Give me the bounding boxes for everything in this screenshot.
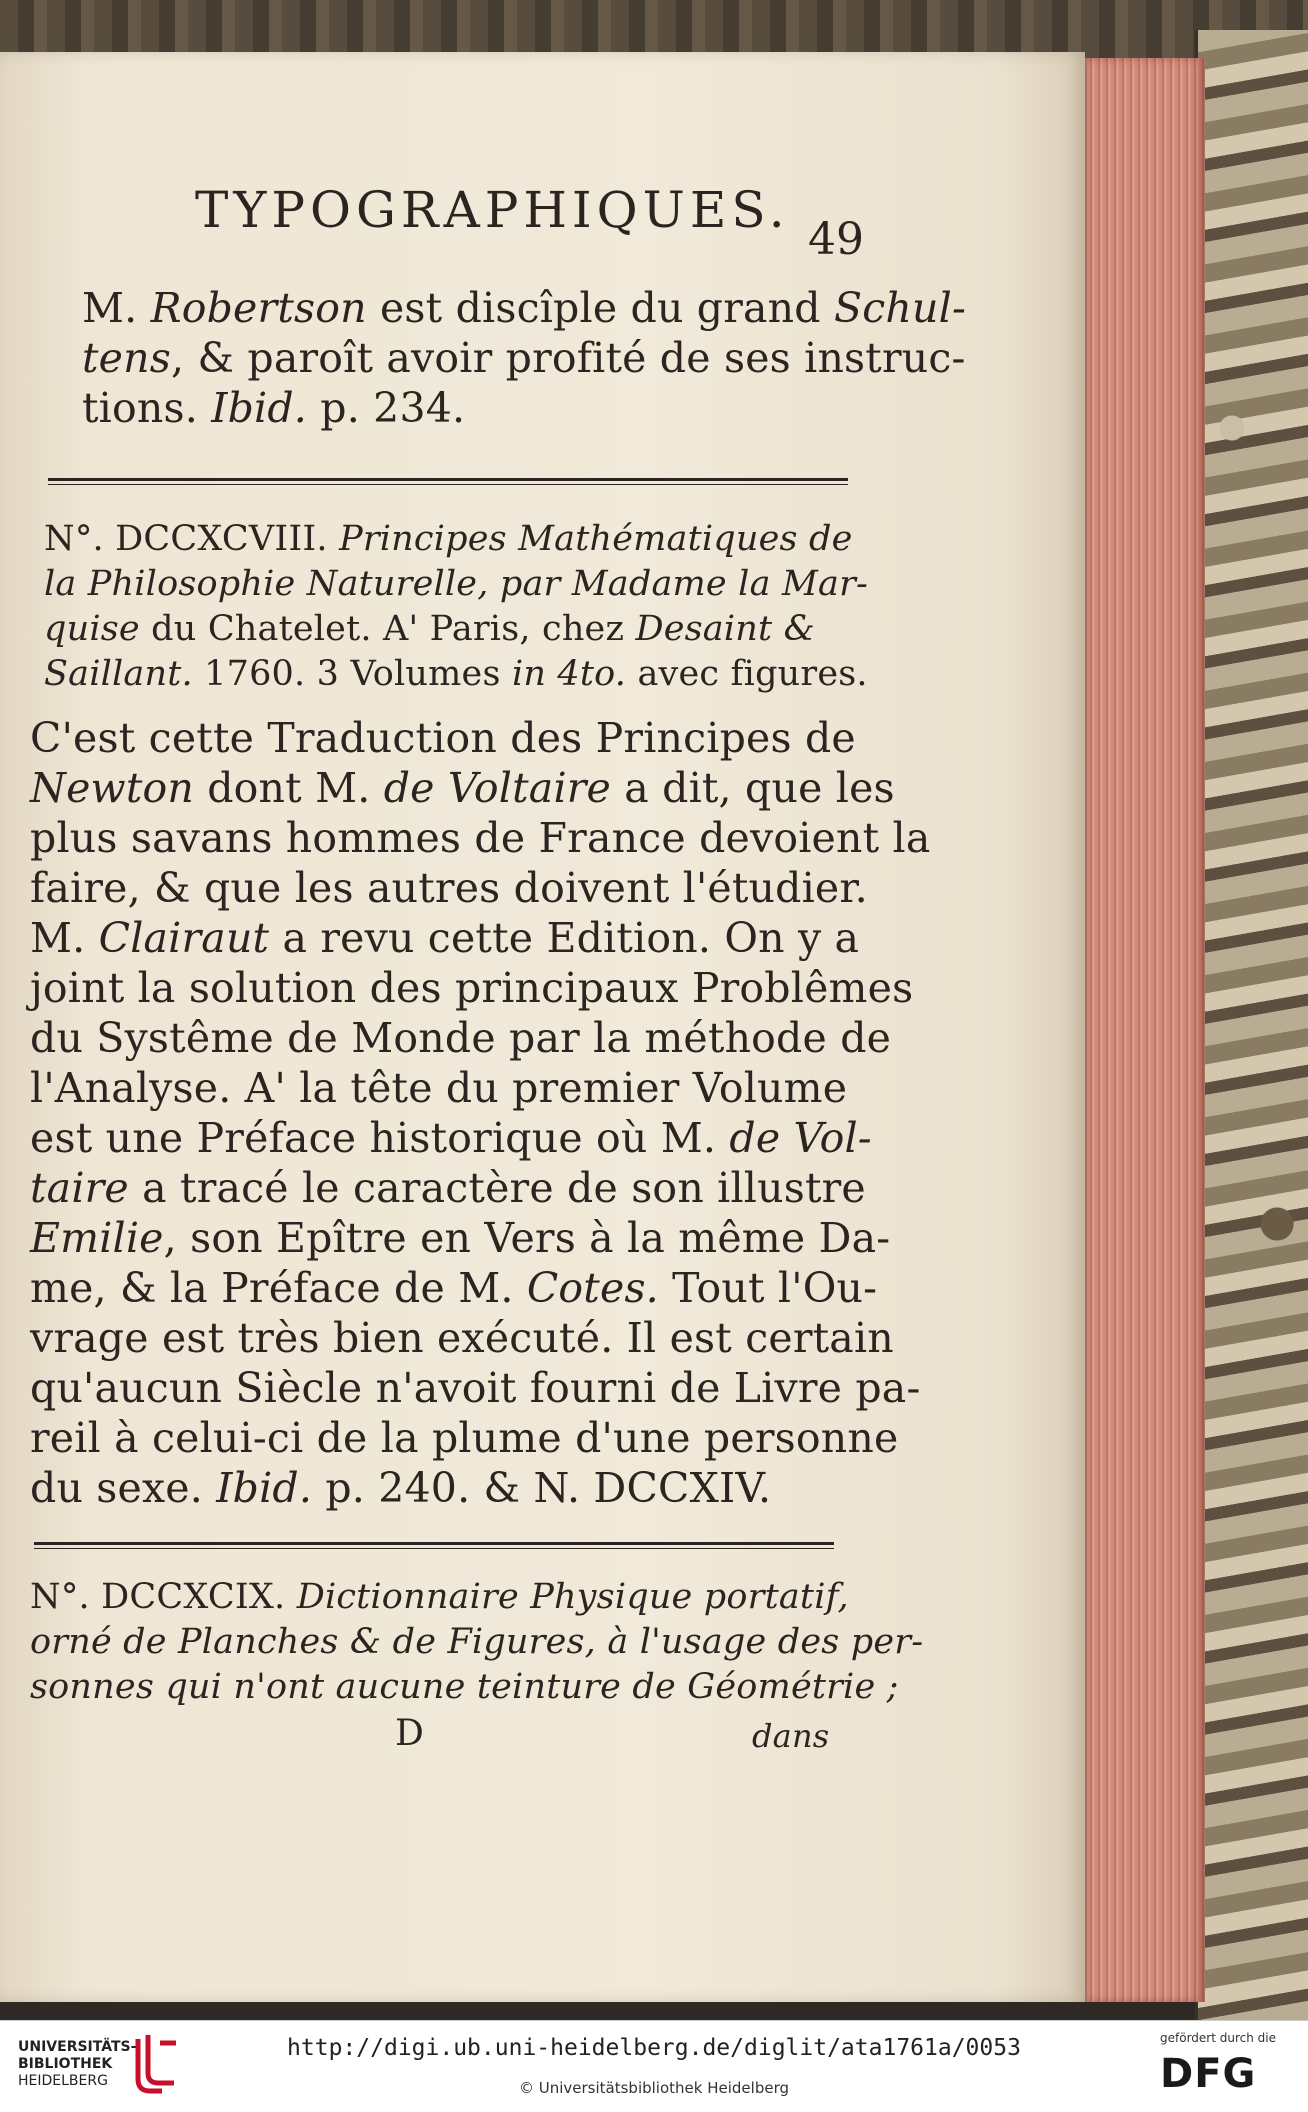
- roman-run: est discîple du grand: [366, 284, 834, 332]
- text-line: [30, 1064, 848, 1112]
- italic-run: Ibid.: [216, 1464, 313, 1512]
- roman-run: me, & la Préface de M.: [30, 1264, 527, 1312]
- roman-run: , son Epître en Vers à la même Da-: [163, 1214, 891, 1262]
- text-line: [82, 384, 466, 432]
- roman-run: a dit, que les: [611, 764, 895, 812]
- italic-run: sonnes qui n'ont aucune teinture de Géométrie ;: [30, 1667, 899, 1707]
- text-line: [30, 1314, 894, 1362]
- text-line: [30, 1114, 872, 1162]
- roman-run: l'Analyse. A' la tête du premier Volume: [30, 1064, 848, 1112]
- italic-run: la Philosophie Naturelle, par Madame la Mar-: [44, 564, 869, 604]
- page-fore-edge: [1085, 58, 1205, 2002]
- section-rule: [48, 478, 848, 481]
- roman-run: , & paroît avoir profité de ses instruc-: [171, 334, 966, 382]
- text-line: [30, 764, 895, 812]
- roman-run: joint la solution des principaux Problêmes: [30, 964, 914, 1012]
- roman-run: plus savans hommes de France devoient la: [30, 814, 931, 862]
- italic-run: Saillant.: [44, 654, 193, 694]
- text-line: [30, 714, 856, 762]
- italic-run: de Vol-: [729, 1114, 872, 1162]
- italic-run: Cotes.: [526, 1264, 659, 1312]
- italic-run: in 4to.: [511, 654, 627, 694]
- roman-run: M.: [82, 284, 151, 332]
- text-line: [30, 1364, 921, 1412]
- text-line: [30, 1577, 849, 1617]
- italic-run: tens: [82, 334, 171, 382]
- catchword: dans: [752, 1717, 830, 1755]
- library-line-3: HEIDELBERG: [18, 2073, 108, 2089]
- roman-run: est une Préface historique où M.: [30, 1114, 730, 1162]
- text-line: [30, 1164, 866, 1212]
- roman-run: vrage est très bien exécuté. Il est certain: [30, 1314, 894, 1362]
- copyright-notice: © Universitätsbibliothek Heidelberg: [518, 2079, 789, 2097]
- roman-run: du Chatelet. A' Paris, chez: [139, 609, 636, 649]
- roman-run: C'est cette Traduction des Principes de: [30, 714, 856, 762]
- roman-run: tions.: [82, 384, 212, 432]
- italic-run: Robertson: [150, 284, 367, 332]
- text-line: [30, 814, 931, 862]
- italic-run: Emilie: [30, 1214, 164, 1262]
- viewer-footer: [0, 2020, 1308, 2112]
- text-line: [44, 609, 815, 649]
- italic-run: quise: [44, 609, 140, 649]
- text-line: [30, 964, 914, 1012]
- italic-run: taire: [30, 1164, 129, 1212]
- text-line: [82, 284, 966, 332]
- roman-run: faire, & que les autres doivent l'étudier.: [30, 864, 868, 912]
- text-line: [30, 1464, 772, 1512]
- italic-run: Principes Mathématiques de: [339, 519, 853, 559]
- text-line: [30, 1622, 924, 1662]
- text-line: [82, 334, 966, 382]
- marbled-cover: [1195, 30, 1308, 2020]
- running-head: TYPOGRAPHIQUES.: [195, 181, 790, 239]
- text-line: [30, 864, 868, 912]
- roman-run: N°. DCCXCIX.: [30, 1577, 297, 1617]
- text-line: [44, 564, 869, 604]
- roman-run: M.: [30, 914, 99, 962]
- roman-run: qu'aucun Siècle n'avoit fourni de Livre pa-: [30, 1364, 921, 1412]
- roman-run: reil à celui-ci de la plume d'une personne: [30, 1414, 899, 1462]
- roman-run: a tracé le caractère de son illustre: [128, 1164, 866, 1212]
- roman-run: dont M.: [194, 764, 384, 812]
- permalink-url[interactable]: http://digi.ub.uni-heidelberg.de/diglit/ata1761a/0053: [287, 2035, 1021, 2061]
- dfg-logo: DFG: [1160, 2051, 1257, 2097]
- text-line: [30, 1414, 899, 1462]
- roman-run: p. 240. & N. DCCXIV.: [312, 1464, 772, 1512]
- text-line: [44, 654, 868, 694]
- roman-run: N°. DCCXCVIII.: [44, 519, 340, 559]
- roman-run: avec figures.: [626, 654, 868, 694]
- library-line-1: UNIVERSITÄTS-: [18, 2039, 137, 2055]
- italic-run: Dictionnaire Physique portatif,: [296, 1577, 849, 1617]
- section-rule: [34, 1542, 834, 1545]
- roman-run: du Systême de Monde par la méthode de: [30, 1014, 892, 1062]
- text-line: [44, 519, 853, 559]
- italic-run: Schul-: [833, 284, 966, 332]
- italic-run: Clairaut: [98, 914, 270, 962]
- roman-run: 1760. 3 Volumes: [192, 654, 512, 694]
- page-number: 49: [808, 214, 864, 265]
- library-line-2: BIBLIOTHEK: [18, 2056, 113, 2072]
- text-line: [30, 1264, 878, 1312]
- italic-run: Newton: [30, 764, 194, 812]
- roman-run: p. 234.: [307, 384, 466, 432]
- text-line: [30, 1014, 892, 1062]
- funder-caption: gefördert durch die: [1160, 2031, 1276, 2045]
- roman-run: du sexe.: [30, 1464, 217, 1512]
- roman-run: Tout l'Ou-: [658, 1264, 878, 1312]
- italic-run: Desaint &: [635, 609, 815, 649]
- italic-run: Ibid.: [211, 384, 308, 432]
- text-line: [30, 1214, 891, 1262]
- text-line: [30, 1667, 899, 1707]
- text-line: [30, 914, 860, 962]
- italic-run: orné de Planches & de Figures, à l'usage des per-: [30, 1622, 924, 1662]
- roman-run: a revu cette Edition. On y a: [269, 914, 860, 962]
- italic-run: de Voltaire: [383, 764, 612, 812]
- signature-mark: D: [395, 1713, 425, 1754]
